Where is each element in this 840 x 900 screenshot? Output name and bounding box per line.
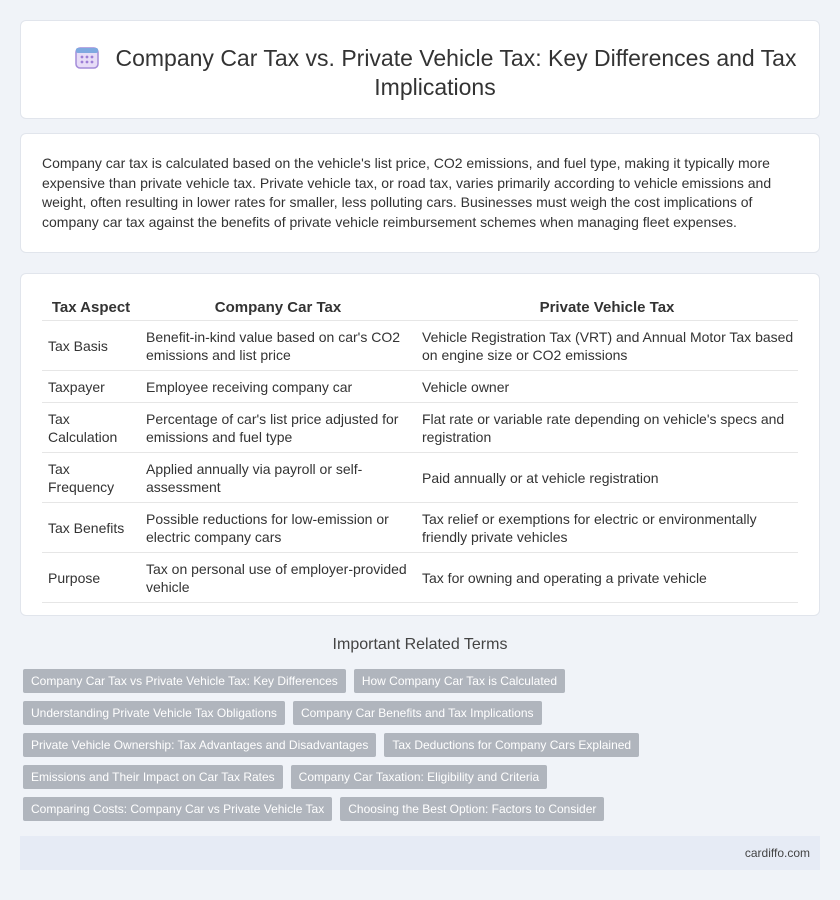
column-header-aspect: Tax Aspect <box>42 296 140 321</box>
table-row <box>42 503 798 553</box>
table-row <box>42 553 798 603</box>
column-header-private: Private Vehicle Tax <box>416 296 798 321</box>
cell-aspect: Tax Basis <box>42 321 140 371</box>
cell-private: Tax relief or exemptions for electric or environmentally friendly private vehicles <box>416 503 798 553</box>
cell-company: Employee receiving company car <box>140 371 416 403</box>
calendar-icon <box>74 44 100 70</box>
cell-aspect: Purpose <box>42 553 140 603</box>
related-term-tag[interactable]: Comparing Costs: Company Car vs Private Vehicle Tax <box>23 797 332 821</box>
table-row <box>42 371 798 403</box>
cell-company: Possible reductions for low-emission or electric company cars <box>140 503 416 553</box>
cell-company: Benefit-in-kind value based on car's CO2 emissions and list price <box>140 321 416 371</box>
header-card <box>20 20 820 119</box>
cell-private: Flat rate or variable rate depending on vehicle's specs and registration <box>416 403 798 453</box>
cell-company: Applied annually via payroll or self-assessment <box>140 453 416 503</box>
related-term-tag[interactable]: Emissions and Their Impact on Car Tax Rates <box>23 765 283 789</box>
comparison-table <box>42 296 798 603</box>
related-term-tag[interactable]: Tax Deductions for Company Cars Explained <box>384 733 639 757</box>
related-term-tag[interactable]: Understanding Private Vehicle Tax Obligations <box>23 701 285 725</box>
cell-aspect: Tax Calculation <box>42 403 140 453</box>
footer <box>20 836 820 870</box>
related-terms-heading: Important Related Terms <box>332 636 508 653</box>
cell-private: Vehicle Registration Tax (VRT) and Annual Motor Tax based on engine size or CO2 emissions <box>416 321 798 371</box>
cell-private: Vehicle owner <box>416 371 798 403</box>
cell-aspect: Tax Frequency <box>42 453 140 503</box>
footer-site-link[interactable]: cardiffo.com <box>744 846 810 860</box>
related-term-tag[interactable]: How Company Car Tax is Calculated <box>354 669 565 693</box>
table-row <box>42 321 798 371</box>
cell-company: Percentage of car's list price adjusted for emissions and fuel type <box>140 403 416 453</box>
related-term-tag[interactable]: Company Car Tax vs Private Vehicle Tax: Key Differences <box>23 669 346 693</box>
cell-company: Tax on personal use of employer-provided vehicle <box>140 553 416 603</box>
related-term-tag[interactable]: Choosing the Best Option: Factors to Consider <box>340 797 604 821</box>
comparison-table-card <box>20 273 820 616</box>
related-term-tag[interactable]: Company Car Taxation: Eligibility and Criteria <box>291 765 548 789</box>
related-term-tag[interactable]: Company Car Benefits and Tax Implications <box>293 701 542 725</box>
page-title-wrap <box>61 44 809 102</box>
intro-paragraph: Company car tax is calculated based on the vehicle's list price, CO2 emissions, and fuel type, making it typically more expensive than private vehicle tax. Private vehicle tax, or road tax, varies primarily according to vehicle emissions and weight, often resulting in lower rates for smaller, less polluting cars. Businesses must weigh the cost implications of company car tax against the benefits of private vehicle reimbursement schemes when managing fleet expenses. <box>42 155 772 230</box>
cell-aspect: Taxpayer <box>42 371 140 403</box>
cell-private: Tax for owning and operating a private vehicle <box>416 553 798 603</box>
intro-card <box>20 133 820 253</box>
page-title: Company Car Tax vs. Private Vehicle Tax: Key Differences and Tax Implications <box>115 45 797 100</box>
cell-private: Paid annually or at vehicle registration <box>416 453 798 503</box>
column-header-company: Company Car Tax <box>140 296 416 321</box>
related-term-tag[interactable]: Private Vehicle Ownership: Tax Advantages and Disadvantages <box>23 733 376 757</box>
table-row <box>42 453 798 503</box>
table-header-row <box>42 296 798 321</box>
related-terms-list <box>23 669 813 821</box>
cell-aspect: Tax Benefits <box>42 503 140 553</box>
table-row <box>42 403 798 453</box>
